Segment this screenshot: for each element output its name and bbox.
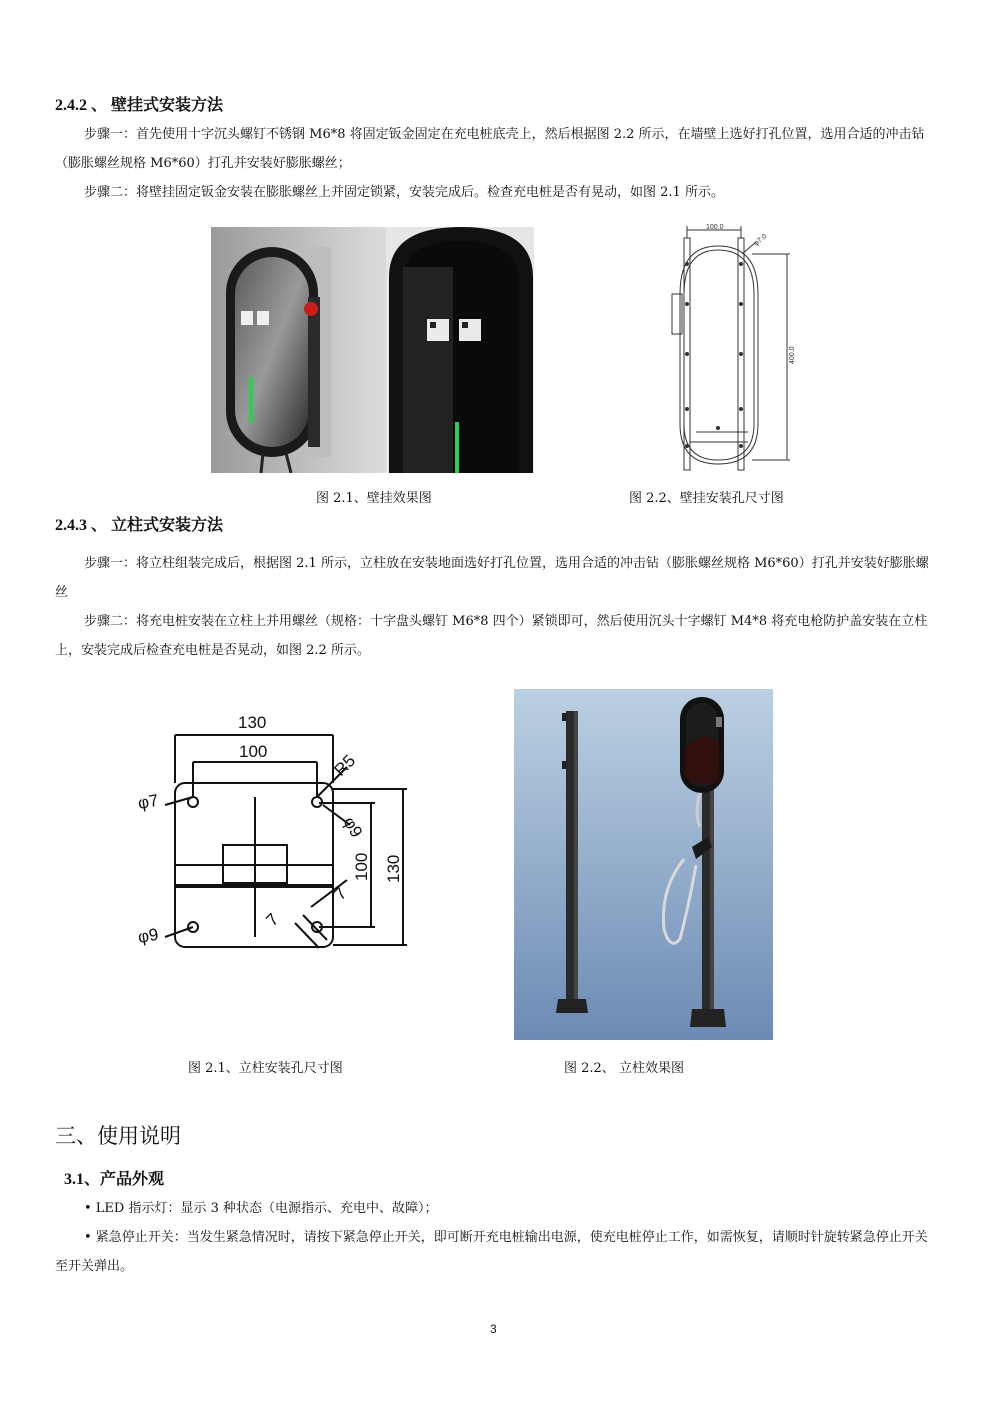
dim-hole-span: 100 — [239, 742, 268, 761]
dim-hole-top: φ7 — [136, 790, 160, 813]
wall-mount-photo — [211, 227, 534, 473]
dim-outer-width: 130 — [238, 713, 267, 732]
dim-slot-right: 7 — [330, 883, 351, 904]
section-heading-242: 2.4.2 、 壁挂式安装方法 — [55, 97, 224, 114]
pole-hole-dimension-drawing — [135, 705, 425, 960]
pole-mount-photo — [514, 689, 773, 1040]
wall-photo-caption: 图 2.1、壁挂效果图 — [316, 491, 432, 506]
dim-inner-height: 100 — [352, 852, 371, 881]
section-heading-31: 3.1、产品外观 — [64, 1171, 165, 1188]
wall-step-2: 步骤二：将壁挂固定钣金安装在膨胀螺丝上并固定锁紧，安装完成后。检查充电桩是否有晃动，如图 2.1 所示。 — [84, 185, 724, 200]
dim-width-label: 100.0 — [706, 224, 724, 231]
wall-drawing-caption: 图 2.2、壁挂安装孔尺寸图 — [629, 491, 784, 506]
bullet-emergency-stop: • 紧急停止开关：当发生紧急情况时，请按下紧急停止开关，即可断开充电桩输出电源，使充电桩停止工作，如需恢复，请顺时针旋转紧急停止开关至开关弹出。 — [55, 1230, 928, 1274]
pole-step-1: 步骤一：将立柱组装完成后，根据图 2.1 所示，立柱放在安装地面选好打孔位置，选用合适的冲击钻（膨胀螺丝规格 M6*60）打孔并安装好膨胀螺丝 — [55, 556, 929, 600]
dim-height-label: 400.0 — [789, 346, 796, 364]
dim-hole-label: φ7.0 — [752, 232, 769, 248]
wall-mount-dimension-drawing — [660, 224, 800, 476]
section-heading-243: 2.4.3 、 立柱式安装方法 — [55, 517, 224, 534]
pole-drawing-caption: 图 2.1、立柱安装孔尺寸图 — [188, 1061, 343, 1076]
dim-hole-bottom: φ9 — [136, 924, 160, 947]
dim-hole-right: φ9 — [339, 813, 367, 841]
bullet-led-indicator: • LED 指示灯：显示 3 种状态（电源指示、充电中、故障）； — [84, 1201, 438, 1216]
pole-step-2: 步骤二：将充电桩安装在立柱上并用螺丝（规格：十字盘头螺钉 M6*8 四个）紧锁即可，然后使用沉头十字螺钉 M4*8 将充电枪防护盖安装在立柱上，安装完成后检查充电桩是否晃动，如图 2.2 所示。 — [55, 614, 928, 658]
wall-step-1: 步骤一：首先使用十字沉头螺钉不锈钢 M6*8 将固定钣金固定在充电桩底壳上，然后根据图 2.2 所示，在墙壁上选好打孔位置，选用合适的冲击钻（膨胀螺丝规格 M6*60）打孔并安装好膨胀螺丝； — [55, 127, 925, 171]
page-number: 3 — [490, 1322, 497, 1336]
dim-outer-height: 130 — [384, 854, 403, 883]
dim-radius: R5 — [330, 751, 360, 780]
chapter-heading-usage: 三、使用说明 — [55, 1124, 181, 1148]
dim-slot-left: 7 — [262, 909, 283, 930]
pole-photo-caption: 图 2.2、 立柱效果图 — [564, 1061, 684, 1076]
